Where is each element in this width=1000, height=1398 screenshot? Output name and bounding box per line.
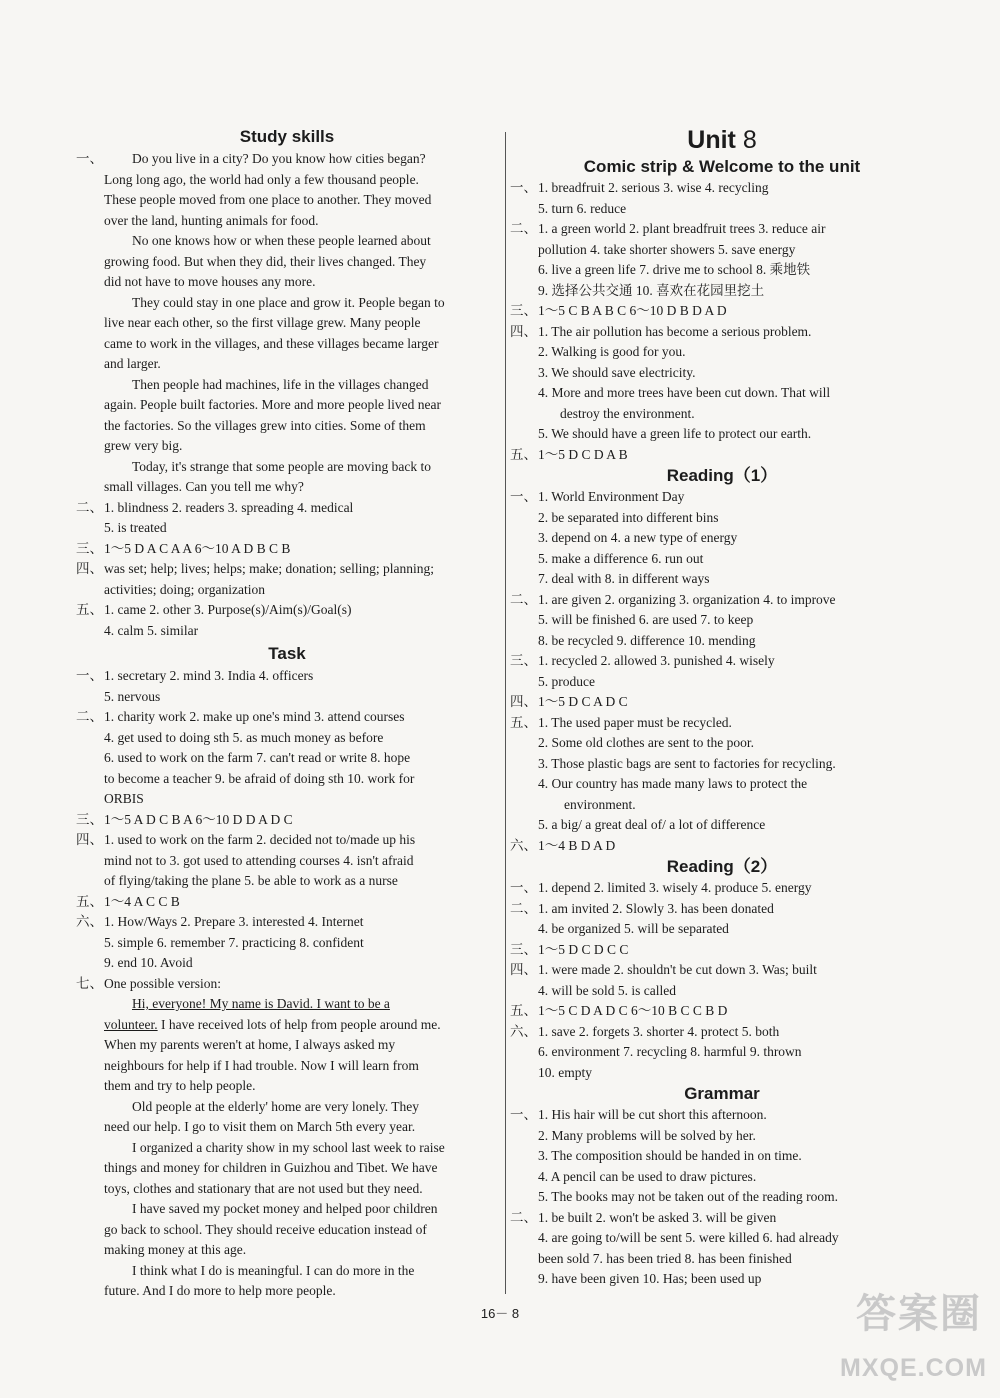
passage-line: small villages. Can you tell me why? — [104, 479, 304, 494]
answer-line: 1. be built 2. won't be asked 3. will be given — [538, 1209, 777, 1225]
answer-line: 4. calm 5. similar — [104, 622, 199, 638]
task-section-6 — [76, 912, 498, 974]
sample-essay-line: I have saved my pocket money and helped poor children — [132, 1201, 438, 1216]
answer-line: 3. Those plastic bags are sent to factories for recycling. — [538, 755, 836, 771]
passage-line: and larger. — [104, 356, 161, 371]
passage-line: They could stay in one place and grow it. People began to — [132, 294, 445, 310]
writing-intro: One possible version: — [104, 975, 221, 991]
section-marker: 一、 — [510, 880, 537, 895]
answer-line: 1. save 2. forgets 3. shorter 4. protect 5. both — [538, 1023, 780, 1039]
section-marker: 四、 — [76, 561, 103, 576]
section-marker: 三、 — [510, 653, 537, 668]
section-marker: 七、 — [76, 975, 103, 991]
comic-section-4 — [510, 322, 934, 445]
answer-line: 1～5 D C A D C — [538, 694, 628, 709]
reading1-section-5 — [510, 713, 934, 836]
task-section-1 — [76, 666, 498, 707]
answer-line: 1. charity work 2. make up one's mind 3. attend courses — [104, 709, 405, 724]
sample-essay-underlined: volunteer. — [104, 1016, 158, 1032]
passage-line: live near each other, so the first village grew. Many people — [104, 315, 421, 330]
answer-line: 1. World Environment Day — [538, 489, 685, 504]
section-indent — [510, 260, 538, 301]
reading2-section-6 — [510, 1022, 934, 1084]
answer-line: 1～4 A C C B — [104, 893, 180, 909]
passage-line: again. People built factories. More and more people lived near — [104, 397, 442, 412]
answer-line: 5. turn 6. reduce — [538, 200, 627, 216]
answer-line: 4. A pencil can be used to draw pictures. — [538, 1168, 757, 1184]
answer-line: 1. were made 2. shouldn't be cut down 3. Was; built — [538, 962, 817, 977]
answer-line: 1. secretary 2. mind 3. India 4. officers — [104, 668, 314, 683]
passage-line: Long long ago, the world had only a few thousand people. — [104, 171, 419, 187]
reading1-section-3 — [510, 651, 934, 692]
answer-line: 10. empty — [538, 1064, 592, 1080]
comic-section-1 — [510, 178, 934, 219]
answer-line: 1～5 C B A B C 6～10 D B D A D — [538, 303, 727, 318]
answer-line: 5. produce — [538, 673, 595, 689]
answer-line: 1～5 A D C B A 6～10 D D A D C — [104, 811, 293, 827]
passage-line: the factories. So the villages grew into cities. Some of them — [104, 417, 426, 433]
task-heading: Task — [268, 644, 306, 663]
study-skills-section-2 — [76, 498, 498, 539]
answer-line: 4. Our country has made many laws to protect the — [538, 776, 808, 791]
left-column — [76, 124, 498, 1302]
passage-line: Then people had machines, life in the villages changed — [132, 376, 429, 392]
section-marker: 五、 — [510, 1003, 537, 1018]
answer-line: 5. nervous — [104, 688, 161, 704]
section-marker: 四、 — [510, 694, 537, 709]
answer-line: to become a teacher 9. be afraid of doing sth 10. work for — [104, 770, 415, 786]
section-marker: 六、 — [510, 837, 537, 853]
section-marker: 三、 — [510, 303, 537, 318]
unit-number: 8 — [742, 126, 757, 154]
sample-essay-line: When my parents weren't at home, I always asked my — [104, 1037, 396, 1052]
answer-line: 2. Many problems will be solved by her. — [538, 1127, 756, 1143]
page-number: 16－ 8 — [480, 1306, 520, 1321]
section-marker: 二、 — [76, 709, 103, 724]
sample-essay-line: neighbours for help if I had trouble. Now I will learn from — [104, 1057, 419, 1073]
sample-essay-line: I think what I do is meaningful. I can do more in the — [132, 1262, 415, 1278]
sample-essay-line: things and money for children in Guizhou and Tibet. We have — [104, 1160, 438, 1175]
watermark-logo — [836, 1292, 992, 1390]
section-marker: 二、 — [510, 900, 537, 916]
section-marker: 一、 — [510, 180, 537, 195]
answer-line: 1. breadfruit 2. serious 3. wise 4. recycling — [538, 180, 769, 195]
answer-line: 9. 选择公共交通 10. 喜欢在花园里挖土 — [538, 282, 765, 298]
reading2-section-5 — [510, 1001, 934, 1022]
comic-strip-heading: Comic strip & Welcome to the unit — [583, 157, 861, 176]
reading1-section-1 — [510, 487, 934, 590]
section-marker: 一、 — [510, 1107, 537, 1122]
passage-line: These people moved from one place to another. They moved — [104, 192, 432, 207]
answer-line: 1. recycled 2. allowed 3. punished 4. wisely — [538, 653, 775, 668]
grammar-heading: Grammar — [684, 1084, 760, 1103]
passage-line: Do you live in a city? Do you know how cities began? — [132, 151, 426, 166]
study-skills-section-1 — [76, 149, 498, 170]
section-marker: 三、 — [76, 540, 103, 556]
reading2-section-4 — [510, 960, 934, 1001]
section-marker: 二、 — [76, 499, 103, 515]
answer-line: 1. blindness 2. readers 3. spreading 4. medical — [104, 499, 354, 515]
right-column — [510, 124, 934, 1290]
answer-line: 6. live a green life 7. drive me to school 8. 乘地铁 — [538, 262, 811, 277]
sample-essay-line — [76, 1015, 498, 1036]
answer-line: 1. The used paper must be recycled. — [538, 714, 732, 730]
answer-line: 3. The composition should be handed in on time. — [538, 1148, 802, 1163]
answer-line: of flying/taking the plane 5. be able to work as a nurse — [104, 873, 398, 888]
answer-line: environment. — [564, 796, 636, 812]
answer-line: 3. We should save electricity. — [538, 364, 696, 380]
answer-line: 1. am invited 2. Slowly 3. has been donated — [538, 900, 774, 916]
answer-line: 1. depend 2. limited 3. wisely 4. produce 5. energy — [538, 880, 812, 895]
section-marker: 三、 — [76, 811, 103, 827]
section-marker: 二、 — [510, 1209, 537, 1225]
answer-line: ORBIS — [104, 791, 144, 806]
answer-line: 5. a big/ a great deal of/ a lot of difference — [538, 817, 766, 832]
answer-line: 4. will be sold 5. is called — [538, 982, 676, 998]
sample-essay-line: making money at this age. — [104, 1242, 247, 1257]
answer-line: 1. used to work on the farm 2. decided not to/made up his — [104, 832, 416, 847]
sample-essay-line: need our help. I go to visit them on March 5th every year. — [104, 1119, 416, 1134]
answer-line: 4. get used to doing sth 5. as much money as before — [104, 729, 384, 745]
section-marker: 三、 — [510, 941, 537, 957]
section-marker: 五、 — [76, 893, 103, 909]
reading-1-heading: Reading（1） — [666, 466, 778, 485]
passage-line: over the land, hunting animals for food. — [104, 212, 319, 228]
answer-line: 3. depend on 4. a new type of energy — [538, 530, 738, 545]
answer-line: 1～5 D C D A B — [538, 446, 628, 462]
section-marker: 一、 — [76, 668, 103, 683]
section-marker: 四、 — [76, 832, 103, 847]
answer-line: 4. are going to/will be sent 5. were killed 6. had already — [538, 1230, 839, 1245]
task-section-2 — [76, 707, 498, 769]
comic-section-2 — [510, 219, 934, 240]
answer-line: 1～5 C D A D C 6～10 B C C B D — [538, 1003, 728, 1018]
passage-line: Today, it's strange that some people are moving back to — [132, 458, 432, 474]
answer-line: 1. How/Ways 2. Prepare 3. interested 4. Internet — [104, 914, 364, 929]
section-marker: 四、 — [510, 323, 537, 339]
answer-line: 1～4 B D A D — [538, 837, 616, 853]
answer-line: was set; help; lives; helps; make; donation; selling; planning; — [104, 561, 434, 576]
section-marker: 二、 — [510, 221, 537, 236]
answer-line: 8. be recycled 9. difference 10. mending — [538, 632, 756, 648]
sample-essay-text: I have received lots of help from people around me. — [157, 1016, 441, 1032]
reading1-section-4 — [510, 692, 934, 713]
answer-line: 1. came 2. other 3. Purpose(s)/Aim(s)/Goal(s) — [104, 602, 352, 617]
sample-essay-line: them and try to help people. — [104, 1078, 256, 1093]
section-marker: 一、 — [76, 151, 103, 166]
section-marker: 五、 — [76, 602, 103, 617]
section-marker: 六、 — [510, 1023, 537, 1039]
answer-line: 6. environment 7. recycling 8. harmful 9. thrown — [538, 1044, 802, 1059]
answer-line: destroy the environment. — [560, 405, 695, 421]
watermark-url: MXQE.COM — [840, 1354, 987, 1382]
section-marker: 四、 — [510, 962, 537, 977]
sample-essay-line: Hi, everyone! My name is David. I want to be a — [132, 996, 390, 1011]
sample-essay-line: go back to school. They should receive education instead of — [104, 1221, 427, 1237]
answer-line: 6. used to work on the farm 7. can't read or write 8. hope — [104, 750, 411, 765]
comic-section-5 — [510, 445, 934, 466]
passage-line: did not have to move houses any more. — [104, 274, 316, 289]
answer-line: 4. be organized 5. will be separated — [538, 921, 729, 936]
answer-line: 5. will be finished 6. are used 7. to keep — [538, 612, 754, 627]
sample-essay-line: I organized a charity show in my school last week to raise — [132, 1139, 445, 1155]
unit-title — [510, 124, 934, 156]
answer-line: 5. is treated — [104, 520, 167, 535]
answer-line: 7. deal with 8. in different ways — [538, 571, 710, 586]
answer-line: 1～5 D A C A A 6～10 A D B C B — [104, 540, 291, 556]
watermark-logo-text: 答案圈 — [856, 1292, 982, 1336]
answer-line: 5. make a difference 6. run out — [538, 550, 704, 566]
grammar-section-2 — [510, 1208, 934, 1249]
answer-line: 1～5 D C D C C — [538, 941, 629, 957]
answer-line: 5. We should have a green life to protect our earth. — [538, 426, 812, 441]
answer-line: mind not to 3. got used to attending courses 4. isn't afraid — [104, 852, 414, 868]
section-marker: 五、 — [510, 446, 537, 462]
passage-line: No one knows how or when these people learned about — [132, 233, 431, 248]
reading1-section-2 — [510, 590, 934, 652]
reading1-section-6 — [510, 836, 934, 857]
comic-section-3 — [510, 301, 934, 322]
section-marker: 一、 — [510, 489, 537, 504]
section-marker: 五、 — [510, 714, 537, 730]
passage-line: came to work in the villages, and these villages became larger — [104, 335, 439, 351]
answer-line: 5. simple 6. remember 7. practicing 8. confident — [104, 934, 364, 950]
answer-line: 5. The books may not be taken out of the reading room. — [538, 1189, 839, 1204]
passage-line: grew very big. — [104, 438, 183, 453]
answer-line: been sold 7. has been tried 8. has been finished — [538, 1250, 792, 1266]
study-skills-section-4 — [76, 559, 498, 580]
sample-essay-line: future. And I do more to help more people. — [104, 1283, 336, 1298]
section-marker: 六、 — [76, 914, 103, 929]
answer-line: 2. Some old clothes are sent to the poor. — [538, 735, 754, 750]
answer-line: pollution 4. take shorter showers 5. save energy — [538, 241, 796, 257]
answer-line: 2. Walking is good for you. — [538, 344, 686, 359]
answer-line: 9. have been given 10. Has; been used up — [538, 1271, 762, 1286]
answer-line: 1. The air pollution has become a serious problem. — [538, 323, 812, 339]
answer-line: 1. are given 2. organizing 3. organization 4. to improve — [538, 591, 836, 607]
passage-line: growing food. But when they did, their lives changed. They — [104, 253, 427, 269]
reading2-section-3 — [510, 940, 934, 961]
answer-line: 1. His hair will be cut short this afternoon. — [538, 1107, 767, 1122]
study-skills-section-5 — [76, 600, 498, 641]
reading-2-heading: Reading（2） — [666, 857, 778, 876]
answer-line: 9. end 10. Avoid — [104, 955, 193, 970]
reading2-section-2 — [510, 899, 934, 940]
comic-section-2-cont — [510, 260, 934, 301]
study-skills-heading: Study skills — [239, 127, 335, 146]
study-skills-section-3 — [76, 539, 498, 560]
section-marker: 二、 — [510, 591, 537, 607]
task-section-3 — [76, 810, 498, 831]
task-section-4 — [76, 830, 498, 851]
answer-line: 2. be separated into different bins — [538, 509, 719, 525]
answer-line: 1. a green world 2. plant breadfruit trees 3. reduce air — [538, 221, 826, 236]
task-section-5 — [76, 892, 498, 913]
answer-line: 4. More and more trees have been cut down. That will — [538, 385, 831, 400]
sample-essay-line: toys, clothes and stationary that are not used but they need. — [104, 1180, 423, 1196]
column-divider — [505, 132, 506, 1294]
task-section-7 — [76, 974, 498, 995]
answer-line: activities; doing; organization — [104, 581, 265, 597]
reading2-section-1 — [510, 878, 934, 899]
sample-essay-line: Old people at the elderly' home are very lonely. They — [132, 1098, 419, 1114]
unit-word: Unit — [687, 126, 736, 154]
grammar-section-1 — [510, 1105, 934, 1208]
